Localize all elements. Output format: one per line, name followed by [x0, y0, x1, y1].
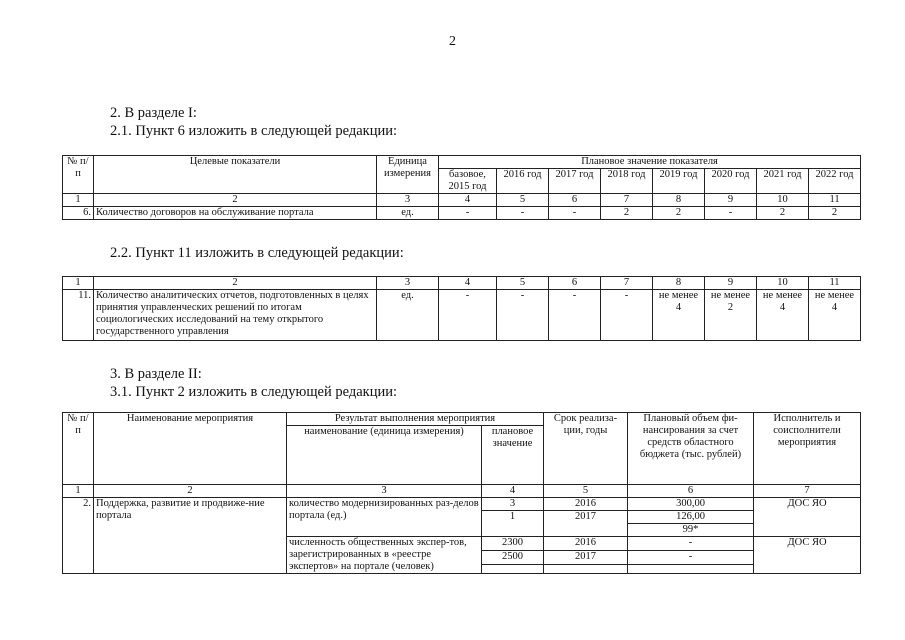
header-result-plan: плановое значение [482, 426, 544, 485]
col-number: 7 [601, 194, 653, 207]
header-unit: Единица измерения [377, 156, 439, 194]
col-number: 8 [653, 277, 705, 290]
item-2-1-heading: 2.1. Пункт 6 изложить в следующей редакции: [110, 123, 398, 139]
col-number: 6 [628, 485, 754, 498]
header-executor: Исполнитель и соисполнители мероприятия [754, 413, 861, 485]
row-value: - [549, 207, 601, 220]
row-value: не менее 4 [809, 290, 861, 341]
header-num: № п/п [63, 413, 94, 485]
col-number: 3 [287, 485, 482, 498]
item-3-1-heading: 3.1. Пункт 2 изложить в следующей редакции: [110, 384, 398, 400]
header-year: 2019 год [653, 169, 705, 194]
row-number: 11. [63, 290, 94, 341]
col-number: 2 [94, 194, 377, 207]
result-1-year: 2016 [544, 498, 628, 511]
header-year: 2018 год [601, 169, 653, 194]
empty-cell [482, 565, 544, 574]
row-value: - [439, 290, 497, 341]
col-number: 7 [754, 485, 861, 498]
result-1-executor: ДОС ЯО [754, 498, 861, 537]
col-number: 9 [705, 194, 757, 207]
result-2-year: 2017 [544, 551, 628, 565]
result-2-volume: - [628, 537, 754, 551]
col-number: 5 [497, 277, 549, 290]
row-unit: ед. [377, 207, 439, 220]
header-volume: Плановый объем фи-нансирования за счет средств областного бюджета (тыс. рублей) [628, 413, 754, 485]
col-number: 3 [377, 277, 439, 290]
indicators-table-1 [62, 155, 861, 220]
row-value: 2 [757, 207, 809, 220]
header-term: Срок реализа-ции, годы [544, 413, 628, 485]
col-number: 6 [549, 277, 601, 290]
row-number: 2. [63, 498, 94, 574]
header-num: № п/п [63, 156, 94, 194]
col-number: 5 [497, 194, 549, 207]
result-1-plan: 1 [482, 511, 544, 537]
row-value: - [497, 207, 549, 220]
col-number: 3 [377, 194, 439, 207]
col-number: 10 [757, 277, 809, 290]
result-1-volume: 99* [628, 524, 754, 537]
col-number: 4 [439, 194, 497, 207]
row-value: 2 [601, 207, 653, 220]
item-2-2-heading: 2.2. Пункт 11 изложить в следующей редакции: [110, 245, 404, 261]
indicators-table-2 [62, 276, 861, 341]
row-name: Поддержка, развитие и продвиже-ние портала [94, 498, 287, 574]
row-value: не менее 2 [705, 290, 757, 341]
header-year: 2021 год [757, 169, 809, 194]
result-1-volume: 126,00 [628, 511, 754, 524]
empty-cell [544, 565, 628, 574]
col-number: 10 [757, 194, 809, 207]
row-value: - [439, 207, 497, 220]
col-number: 4 [439, 277, 497, 290]
table-row [63, 498, 861, 511]
col-number: 4 [482, 485, 544, 498]
row-value: - [497, 290, 549, 341]
row-unit: ед. [377, 290, 439, 341]
row-value: - [549, 290, 601, 341]
header-indicators: Целевые показатели [94, 156, 377, 194]
result-2-plan: 2300 [482, 537, 544, 551]
row-name: Количество аналитических отчетов, подготовленных в целях принятия управленческих решений по итогам социологических исследований на тему открытого государственного управления [94, 290, 377, 341]
empty-cell [628, 565, 754, 574]
header-base: базовое, 2015 год [439, 169, 497, 194]
header-plan: Плановое значение показателя [439, 156, 861, 169]
header-year: 2016 год [497, 169, 549, 194]
row-number: 6. [63, 207, 94, 220]
result-2-name: численность общественных экспер-тов, зарегистрированных в «реестре экспертов» на портале (человек) [287, 537, 482, 574]
section-2-title: 3. В разделе II: [110, 366, 202, 382]
col-number: 1 [63, 485, 94, 498]
col-number: 2 [94, 277, 377, 290]
header-name: Наименование мероприятия [94, 413, 287, 485]
result-2-volume: - [628, 551, 754, 565]
result-1-name: количество модернизированных раз-делов портала (ед.) [287, 498, 482, 537]
col-number: 9 [705, 277, 757, 290]
result-2-year: 2016 [544, 537, 628, 551]
result-1-volume: 300,00 [628, 498, 754, 511]
header-year: 2022 год [809, 169, 861, 194]
col-number: 5 [544, 485, 628, 498]
col-number: 6 [549, 194, 601, 207]
row-value: 2 [809, 207, 861, 220]
table-row [63, 207, 861, 220]
header-result-name: наименование (единица измерения) [287, 426, 482, 485]
col-number: 11 [809, 277, 861, 290]
row-value: 2 [653, 207, 705, 220]
row-value: - [601, 290, 653, 341]
result-1-plan: 3 [482, 498, 544, 511]
row-value: не менее 4 [653, 290, 705, 341]
section-1-title: 2. В разделе I: [110, 105, 197, 121]
row-name: Количество договоров на обслуживание портала [94, 207, 377, 220]
header-year: 2020 год [705, 169, 757, 194]
col-number: 1 [63, 194, 94, 207]
row-value: - [705, 207, 757, 220]
header-year: 2017 год [549, 169, 601, 194]
row-value: не менее 4 [757, 290, 809, 341]
result-2-executor: ДОС ЯО [754, 537, 861, 574]
result-1-year: 2017 [544, 511, 628, 537]
col-number: 1 [63, 277, 94, 290]
col-number: 2 [94, 485, 287, 498]
page-number: 2 [449, 34, 456, 49]
header-result: Результат выполнения мероприятия [287, 413, 544, 426]
table-row [63, 290, 861, 341]
col-number: 8 [653, 194, 705, 207]
result-2-plan: 2500 [482, 551, 544, 565]
col-number: 11 [809, 194, 861, 207]
activities-table [62, 412, 861, 574]
col-number: 7 [601, 277, 653, 290]
